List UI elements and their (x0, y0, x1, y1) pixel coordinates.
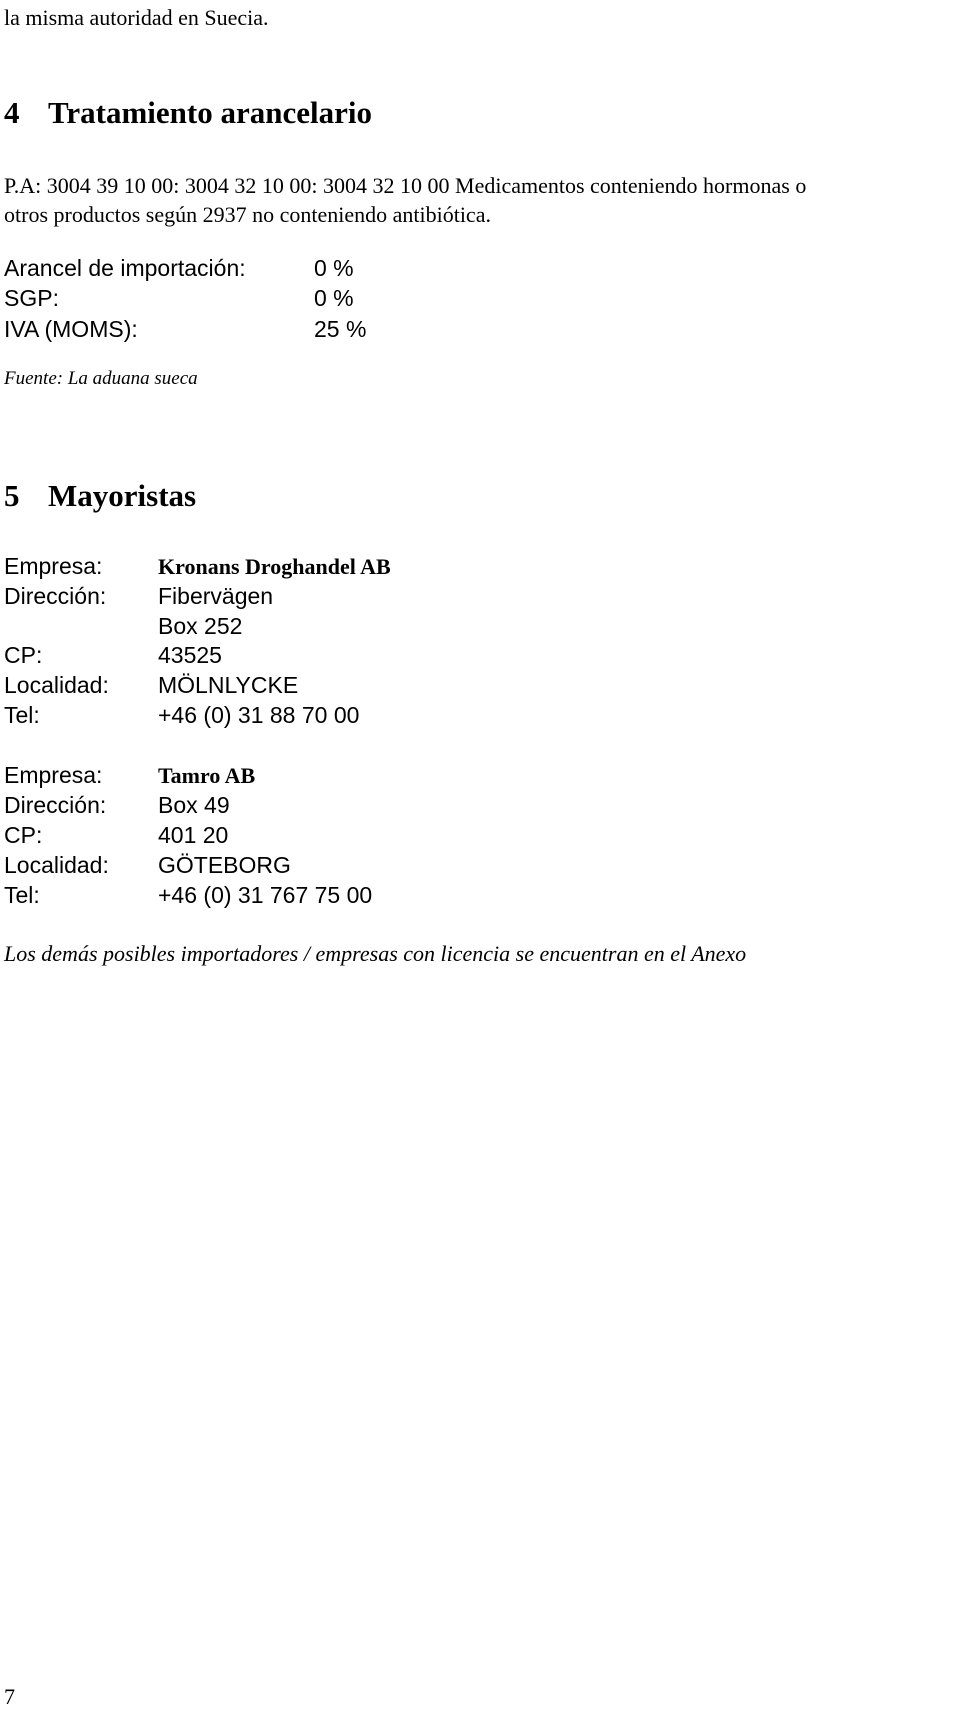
tariff-value-import: 0 % (314, 255, 354, 281)
intro-line: la misma autoridad en Suecia. (4, 5, 269, 30)
section-4-title: Tratamiento arancelario (48, 95, 372, 130)
company2-cp-label: CP: (4, 822, 43, 848)
tariff-label-import: Arancel de importación: (4, 255, 246, 281)
company1-direccion-label: Dirección: (4, 583, 107, 609)
company1-empresa: Kronans Droghandel AB (158, 554, 391, 579)
tariff-value-iva: 25 % (314, 316, 367, 342)
page-number: 7 (4, 1684, 15, 1709)
pa-description-line-2: otros productos según 2937 no conteniendo antibiótica. (4, 202, 491, 227)
tariff-label-sgp: SGP: (4, 285, 59, 311)
company2-localidad-label: Localidad: (4, 852, 109, 878)
company2-empresa-label: Empresa: (4, 762, 103, 788)
tariff-label-iva: IVA (MOMS): (4, 316, 138, 342)
section-4-number: 4 (4, 95, 20, 130)
company1-tel: +46 (0) 31 88 70 00 (158, 702, 360, 728)
company2-tel-label: Tel: (4, 882, 40, 908)
section-5-title: Mayoristas (48, 478, 197, 513)
company2-direccion-label: Dirección: (4, 792, 107, 818)
section-5-heading (4, 478, 196, 514)
company1-direccion-2: Box 252 (158, 613, 243, 639)
company1-empresa-label: Empresa: (4, 553, 103, 579)
tariff-value-sgp: 0 % (314, 285, 354, 311)
company1-cp-label: CP: (4, 642, 43, 668)
company2-tel: +46 (0) 31 767 75 00 (158, 882, 373, 908)
company1-localidad: MÖLNLYCKE (158, 672, 299, 698)
company2-cp: 401 20 (158, 822, 229, 848)
source-note: Fuente: La aduana sueca (4, 368, 198, 389)
company1-localidad-label: Localidad: (4, 672, 109, 698)
company2-empresa: Tamro AB (158, 763, 256, 788)
pa-description-line-1: P.A: 3004 39 10 00: 3004 32 10 00: 3004 32 10 00 Medicamentos conteniendo hormonas o (4, 173, 807, 198)
company2-direccion-1: Box 49 (158, 792, 230, 818)
section-5-number: 5 (4, 478, 20, 513)
company1-tel-label: Tel: (4, 702, 40, 728)
importers-note: Los demás posibles importadores / empresas con licencia se encuentran en el Anexo (4, 941, 747, 966)
company2-localidad: GÖTEBORG (158, 852, 291, 878)
company1-direccion-1: Fibervägen (158, 583, 274, 609)
section-4-heading (4, 95, 372, 131)
company1-cp: 43525 (158, 642, 222, 668)
